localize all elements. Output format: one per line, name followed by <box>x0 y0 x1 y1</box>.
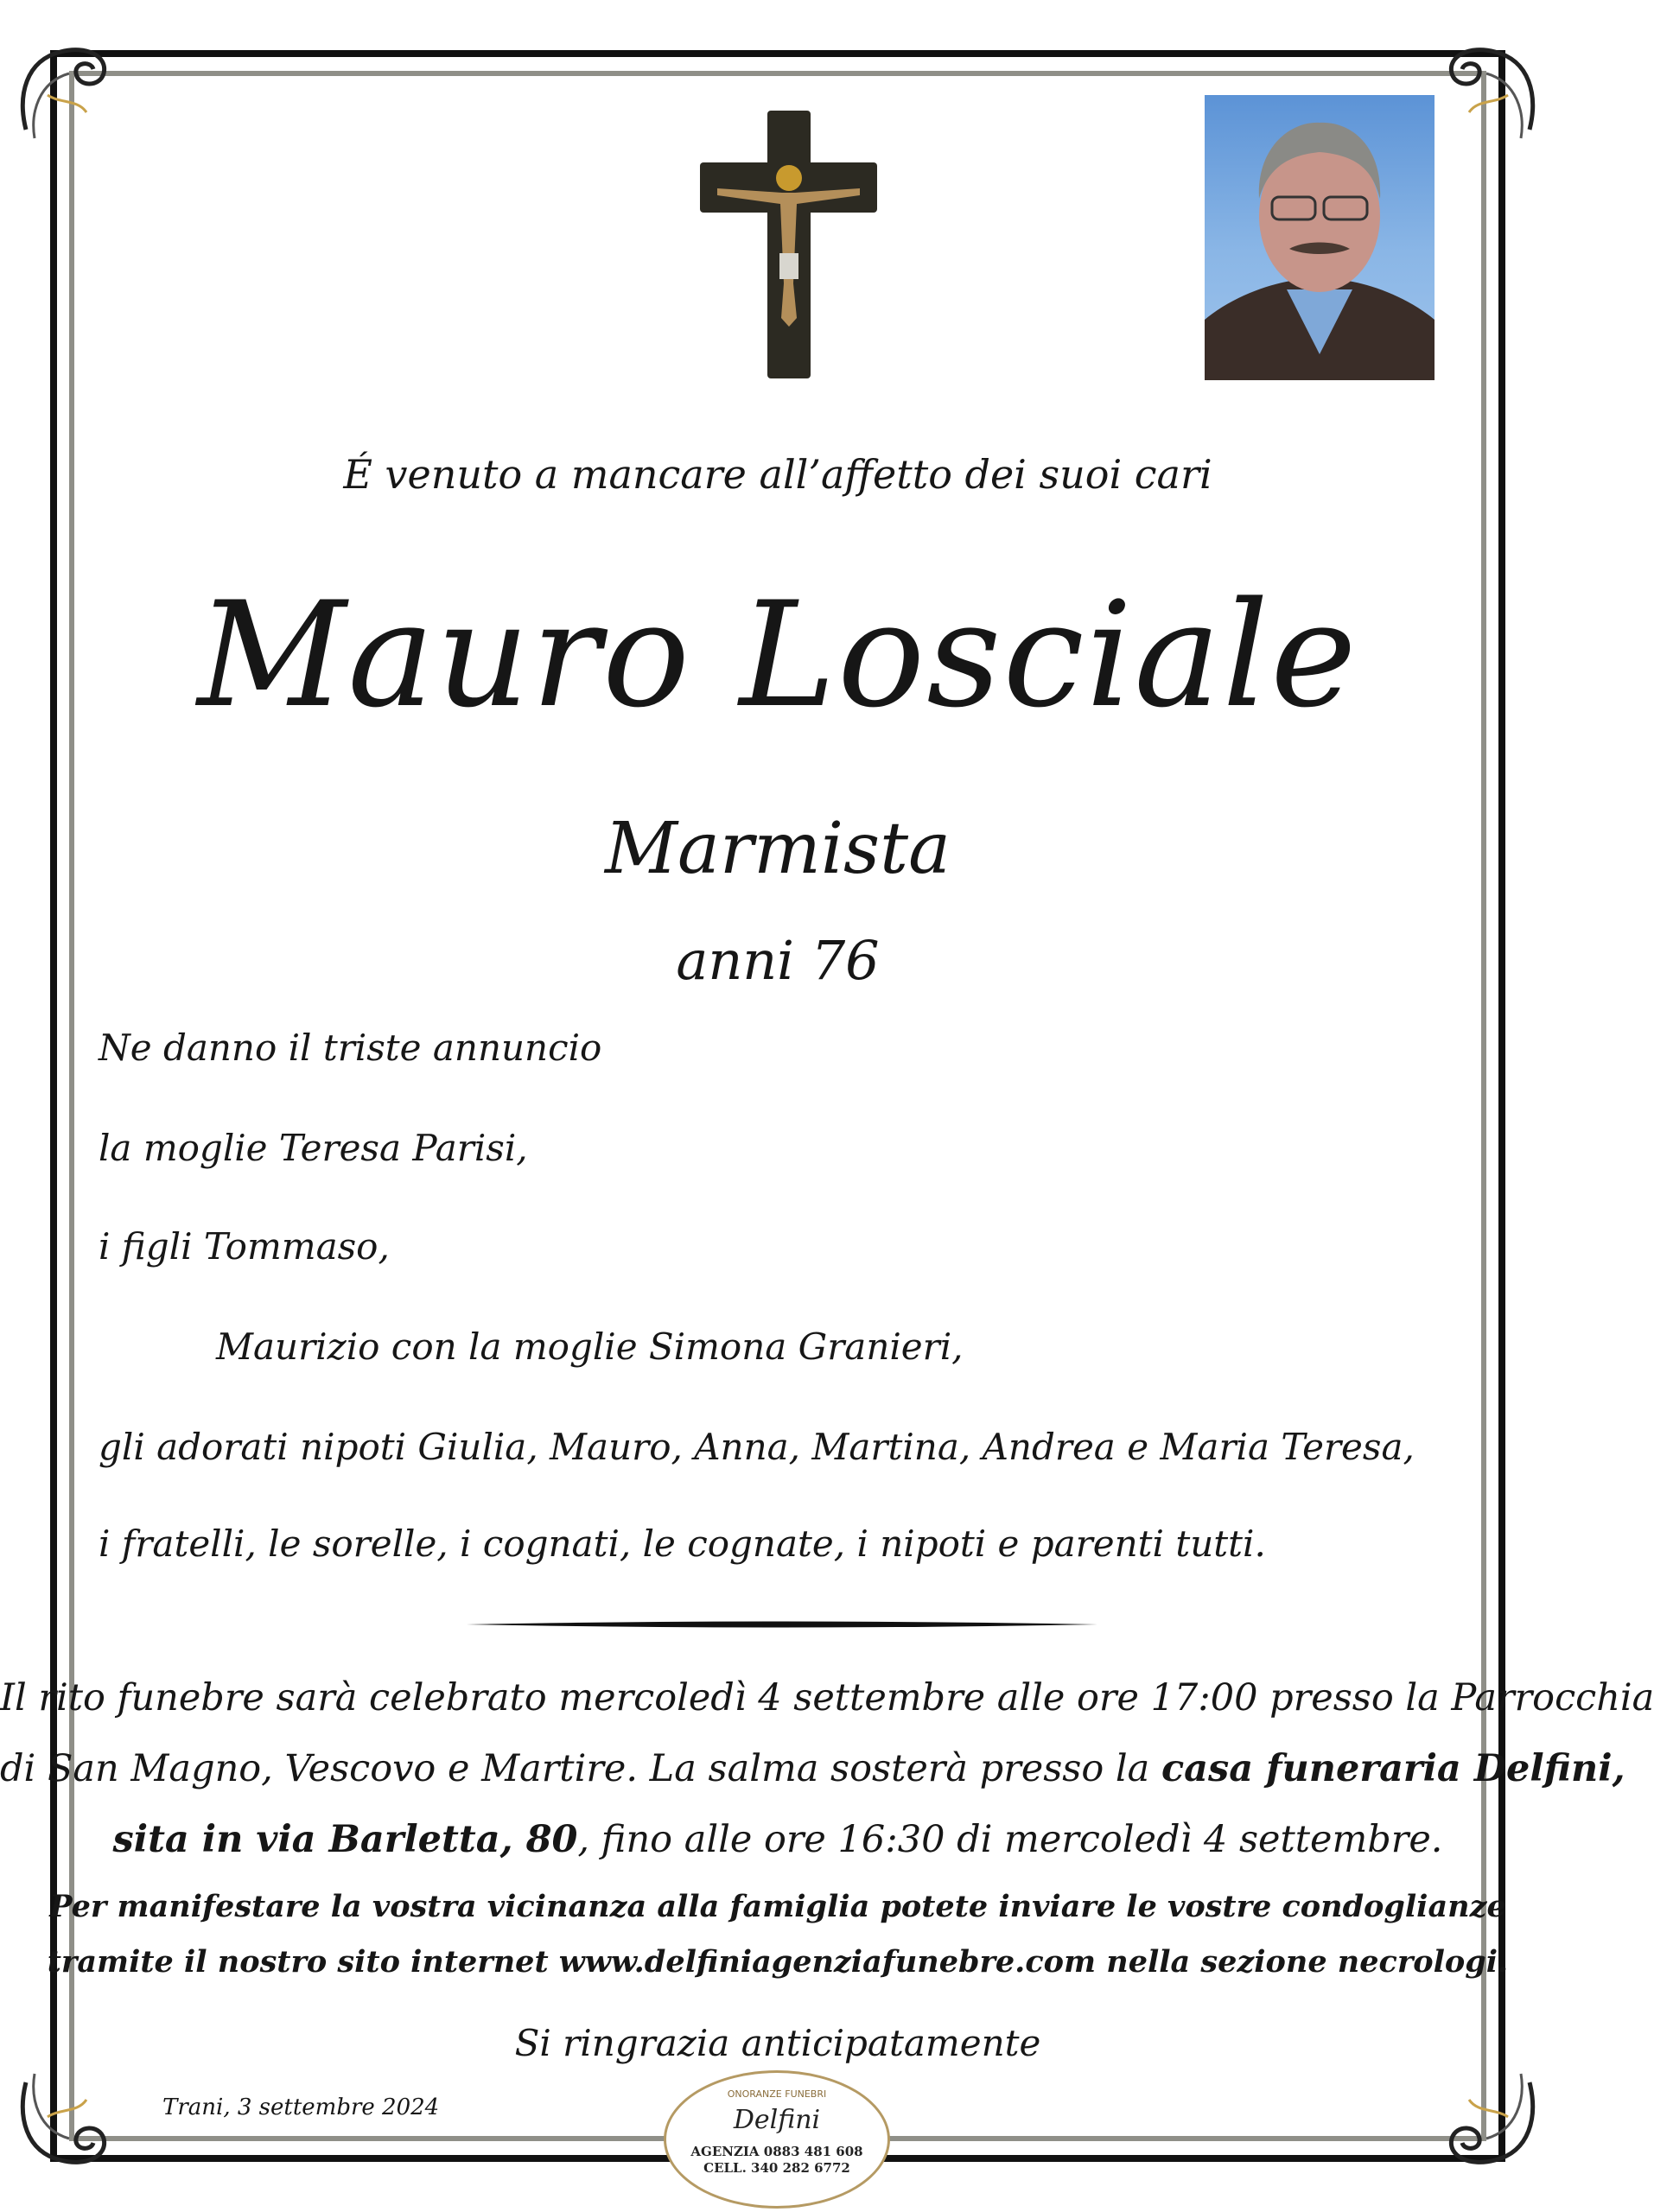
divider <box>467 1616 1097 1624</box>
announcement-line: i fratelli, le sorelle, i cognati, le cognate, i nipoti e parenti tutti. <box>99 1522 1266 1565</box>
profession: Marmista <box>605 808 951 890</box>
corner-ornament-icon <box>9 35 121 147</box>
date-place: Trani, 3 settembre 2024 <box>162 2094 440 2120</box>
corner-ornament-icon <box>9 2065 121 2177</box>
agency-logo <box>664 2070 890 2209</box>
corner-ornament-icon <box>1435 35 1547 147</box>
logo-agency-phone: AGENZIA 0883 481 608 <box>690 2144 863 2159</box>
logo-brand: Delfini <box>733 2105 821 2135</box>
announcement-line: la moglie Teresa Parisi, <box>99 1127 528 1169</box>
deceased-photo <box>1205 95 1435 380</box>
crucifix-icon <box>700 111 877 378</box>
age: anni 76 <box>676 929 880 992</box>
logo-cell-phone: CELL. 340 282 6772 <box>703 2160 850 2176</box>
rite-line <box>0 1747 1625 1790</box>
logo-tagline: ONORANZE FUNEBRI <box>727 2088 827 2100</box>
condolences-line: tramite il nostro sito internet www.delfiniagenziafunebre.com nella sezione necrologi. <box>47 1944 1509 1980</box>
funeral-home-address: sita in via Barletta, 80 <box>112 1818 578 1861</box>
condolences-line: Per manifestare la vostra vicinanza alla famiglia potete inviare le vostre condoglianze <box>49 1889 1506 1924</box>
rite-line <box>0 1818 1555 1861</box>
rite-text: , fino alle ore 16:30 di mercoledì 4 settembre. <box>577 1818 1443 1861</box>
announcement-line: Ne danno il triste annuncio <box>99 1027 602 1069</box>
announcement-line: Maurizio con la moglie Simona Granieri, <box>216 1325 964 1368</box>
deceased-name: Mauro Losciale <box>197 570 1358 740</box>
rite-text: di San Magno, Vescovo e Martire. La salma sosterà presso la <box>0 1747 1161 1790</box>
funeral-home-name: casa funeraria Delfini, <box>1161 1747 1625 1790</box>
announcement-line: i figli Tommaso, <box>99 1225 390 1268</box>
corner-ornament-icon <box>1435 2065 1547 2177</box>
intro-line: É venuto a mancare all’affetto dei suoi cari <box>343 451 1212 498</box>
thanks-line: Si ringrazia anticipatamente <box>514 2022 1041 2064</box>
announcement-line: gli adorati nipoti Giulia, Mauro, Anna, Martina, Andrea e Maria Teresa, <box>99 1426 1415 1468</box>
rite-line: Il rito funebre sarà celebrato mercoledì 4 settembre alle ore 17:00 presso la Parrocchia <box>0 1676 1654 1719</box>
